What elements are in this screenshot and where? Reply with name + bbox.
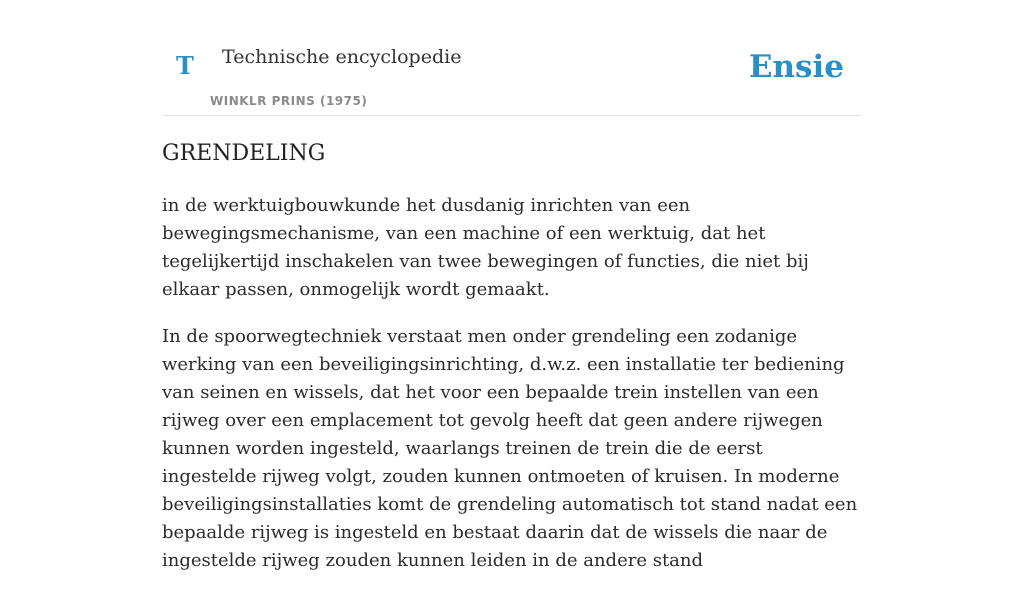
entry-body <box>162 192 862 594</box>
entry-title: GRENDELING <box>162 141 326 166</box>
encyclopedia-page <box>162 0 862 571</box>
source-header <box>162 0 862 116</box>
entry-paragraph-2: In de spoorwegtechniek verstaat men onder grendeling een zodanige werking van een beveiligingsinrichting, d.w.z. een installatie ter bediening van seinen en wissels, dat het voor een bepaalde trein instellen van een rijweg over een emplacement tot gevolg heeft dat geen andere rijwegen kunnen worden ingesteld, waarlangs treinen de trein die de eerst ingestelde rijweg volgt, zouden kunnen ontmoeten of kruisen. In moderne beveiligingsinstallaties komt de grendeling automatisch tot stand nadat een bepaalde rijweg is ingesteld en bestaat daarin dat de wissels die naar de ingestelde rijweg zouden kunnen leiden in de andere stand <box>162 326 858 571</box>
source-subtitle: WINKLR PRINS (1975) <box>210 94 368 108</box>
source-logo-icon[interactable]: T <box>176 51 194 80</box>
entry-paragraph-1: in de werktuigbouwkunde het dusdanig inrichten van een bewegingsmechanisme, van een machine of een werktuig, dat het tegelijkertijd inschakelen van twee bewegingen of functies, die niet bij elkaar passen, onmogelijk wordt gemaakt. <box>162 195 809 300</box>
ensie-brand-logo[interactable]: Ensie <box>748 49 844 85</box>
source-title-link[interactable]: Technische encyclopedie <box>222 46 462 68</box>
